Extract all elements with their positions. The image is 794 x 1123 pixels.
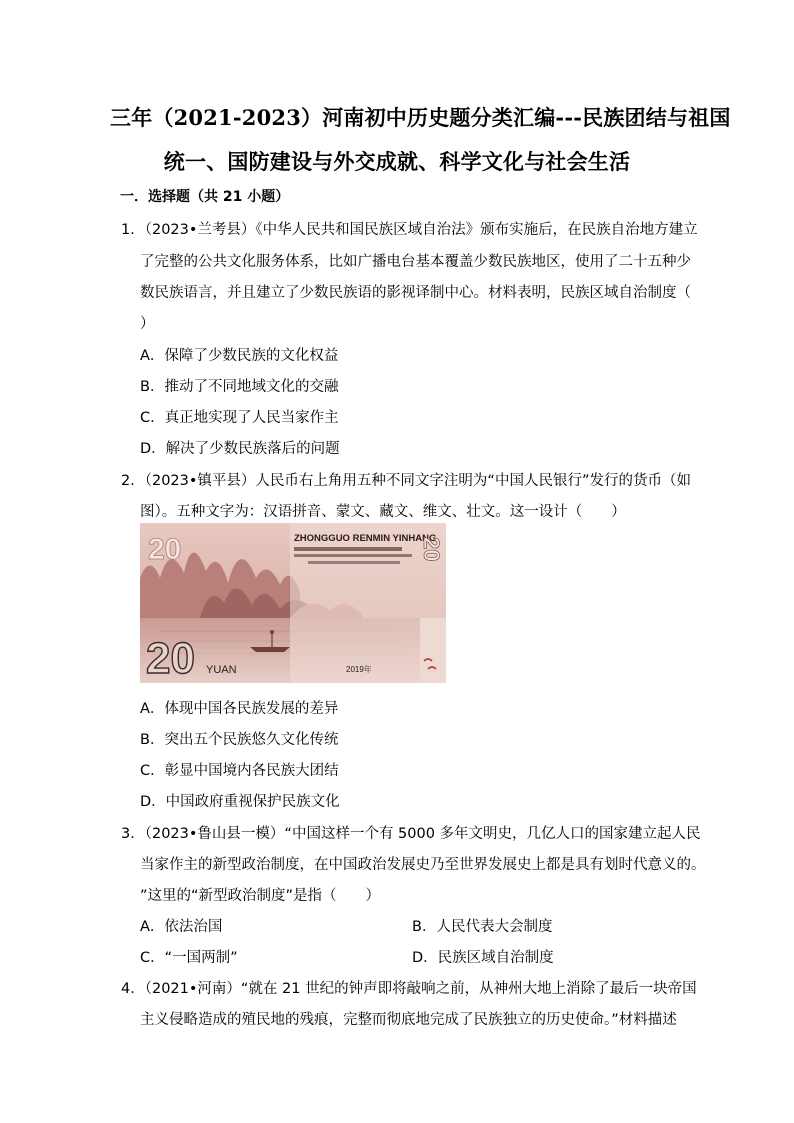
document-title-line-2: 统一、国防建设与外交成就、科学文化与社会生活 [163,149,631,174]
question-1-line-1: 1．（2023•兰考县）《中华人民共和国民族区域自治法》颁布实施后，在民族自治地方建立 [121,222,698,238]
question-4-line-2: 主义侵略造成的殖民地的残痕，完整而彻底地完成了民族独立的历史使命。”材料描述 [140,1012,677,1028]
question-1-option-a[interactable]: A．保障了少数民族的文化权益 [140,348,339,364]
question-2-option-a[interactable]: A．体现中国各民族发展的差异 [140,701,339,717]
question-1-option-d[interactable]: D．解决了少数民族落后的问题 [140,441,340,457]
section-heading: 一．选择题（共 21 小题） [120,189,290,205]
question-3-line-2: 当家作主的新型政治制度，在中国政治发展史乃至世界发展史上都是具有划时代意义的。 [140,857,706,873]
question-1-option-b[interactable]: B．推动了不同地域文化的交融 [140,379,339,395]
question-3-option-c[interactable]: C．“一国两制” [140,950,238,966]
question-3-line-3: ”这里的“新型政治制度”是指（ ） [140,888,381,904]
banknote-value-top: 20 [148,533,182,566]
question-1-option-c[interactable]: C．真正地实现了人民当家作主 [140,410,339,426]
banknote-value-vertical: 20 [419,537,444,562]
question-3-option-a[interactable]: A．依法治国 [140,919,223,935]
question-3-option-b[interactable]: B．人民代表大会制度 [412,919,553,935]
question-3-option-d[interactable]: D．民族区域自治制度 [412,950,554,966]
question-2-line-1: 2．（2023•镇平县）人民币右上角用五种不同文字注明为“中国人民银行”发行的货币（如 [121,473,691,489]
question-2-option-d[interactable]: D．中国政府重视保护民族文化 [140,794,340,810]
document-title-line-1: 三年（2021-2023）河南初中历史题分类汇编---民族团结与祖国 [110,105,731,130]
question-2-option-b[interactable]: B．突出五个民族悠久文化传统 [140,732,339,748]
question-2-line-2: 图）。五种文字为：汉语拼音、蒙文、藏文、维文、壮文。这一设计（ ） [140,504,626,520]
question-2-option-c[interactable]: C．彰显中国境内各民族大团结 [140,763,339,779]
question-1-line-3: 数民族语言，并且建立了少数民族语的影视译制中心。材料表明，民族区域自治制度（ [140,285,691,301]
question-1-line-4: ） [140,316,155,332]
banknote-year-text: 2019年 [346,665,372,674]
question-4-line-1: 4．（2021•河南）“就在 21 世纪的钟声即将敲响之前，从神州大地上消除了最后一块帝国 [121,981,697,997]
banknote-header-text: ZHONGGUO RENMIN YINHANG [294,533,437,544]
question-1-line-2: 了完整的公共文化服务体系，比如广播电台基本覆盖少数民族地区，使用了二十五种少 [140,254,691,270]
question-3-line-1: 3．（2023•鲁山县一模）“中国这样一个有 5000 多年文明史，几亿人口的国家建立起人民 [121,826,701,842]
banknote-value-bottom: 20 [146,634,195,683]
banknote-image [140,523,446,683]
banknote-currency-text: YUAN [206,664,237,676]
